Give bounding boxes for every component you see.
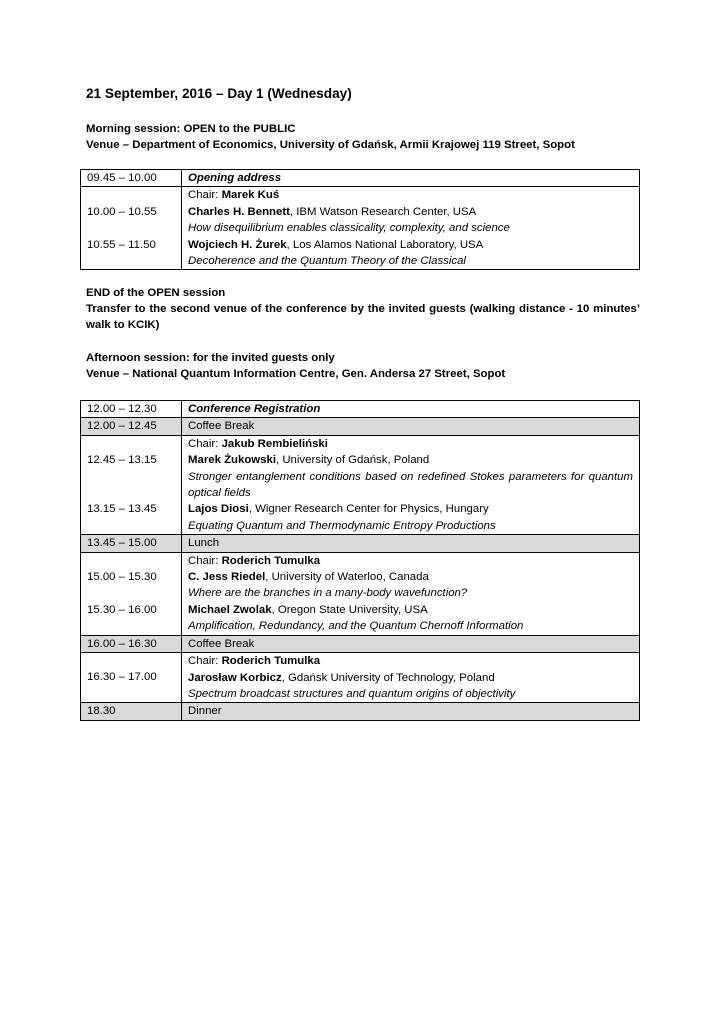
event-title: Lunch (182, 535, 640, 552)
day-heading: 21 September, 2016 – Day 1 (Wednesday) (86, 86, 352, 101)
affiliation: , Wigner Research Center for Physics, Hungary (248, 503, 489, 516)
speaker-line (188, 501, 633, 517)
morning-session-label: Morning session: OPEN to the PUBLIC (86, 123, 296, 135)
talk-time: 10.00 – 10.55 (87, 205, 157, 218)
table-row (81, 187, 640, 270)
time-cell (81, 653, 182, 703)
talk-title: Decoherence and the Quantum Theory of the Classical (188, 255, 466, 268)
table-row (81, 653, 640, 703)
event-title: Opening address (182, 170, 640, 187)
talk-block (182, 435, 640, 534)
talk-title: Stronger entanglement conditions based on redefined Stokes parameters for quantum optical fields (188, 470, 633, 500)
table-row (81, 703, 640, 720)
speaker-line (188, 670, 633, 686)
chair-name: Roderich Tumulka (221, 554, 321, 567)
end-open-session: END of the OPEN session (86, 287, 226, 299)
event-title: Coffee Break (182, 418, 640, 435)
speaker-line (188, 569, 633, 585)
morning-header (86, 121, 640, 153)
table-row (81, 535, 640, 552)
time-cell: 09.45 – 10.00 (81, 170, 182, 187)
talk-title: Where are the branches in a many-body wavefunction? (188, 587, 468, 600)
talk-time: 16.30 – 17.00 (87, 671, 157, 684)
time-cell (81, 552, 182, 635)
affiliation: , Gdańsk University of Technology, Poland (281, 671, 495, 684)
afternoon-schedule-table (80, 400, 640, 721)
affiliation: , University of Waterloo, Canada (265, 571, 429, 584)
table-row (81, 401, 640, 418)
chair-name: Jakub Rembieliński (221, 437, 328, 450)
speaker-name: Marek Żukowski (188, 454, 276, 467)
affiliation: , Los Alamos National Laboratory, USA (286, 238, 484, 251)
speaker-name: Michael Zwolak (188, 603, 272, 616)
speaker-name: Jarosław Korbicz (188, 671, 282, 684)
affiliation: , IBM Watson Research Center, USA (289, 205, 477, 218)
speaker-line (188, 204, 633, 220)
talk-block (182, 187, 640, 270)
affiliation: , University of Gdańsk, Poland (276, 454, 430, 467)
time-cell: 13.45 – 15.00 (81, 535, 182, 552)
chair-line: Chair: Roderich Tumulka (188, 655, 321, 668)
speaker-line (188, 452, 633, 468)
speaker-line (188, 602, 633, 618)
speaker-line (188, 237, 633, 253)
morning-schedule-table (80, 169, 640, 270)
speaker-name: Lajos Diosi (188, 503, 249, 516)
talk-block (182, 552, 640, 635)
chair-line: Chair: Jakub Rembieliński (188, 437, 328, 450)
time-cell: 12.00 – 12.45 (81, 418, 182, 435)
affiliation: , Oregon State University, USA (271, 603, 428, 616)
event-title: Coffee Break (182, 635, 640, 652)
event-title: Dinner (182, 703, 640, 720)
morning-venue: Venue – Department of Economics, University of Gdańsk, Armii Krajowej 119 Street, Sopot (86, 139, 575, 152)
afternoon-session-label: Afternoon session: for the invited guests only (86, 352, 335, 364)
talk-time: 15.00 – 15.30 (87, 571, 157, 584)
talk-title: Amplification, Redundancy, and the Quantum Chernoff Information (188, 620, 524, 633)
talk-title: Equating Quantum and Thermodynamic Entropy Productions (188, 519, 496, 532)
transfer-text: Transfer to the second venue of the conference by the invited guests (walking distance - 10 minutes’ walk to KCIK) (86, 303, 640, 332)
speaker-name: Charles H. Bennett (188, 205, 290, 218)
talk-block (182, 653, 640, 703)
speaker-name: C. Jess Riedel (188, 571, 266, 584)
talk-title: How disequilibrium enables classicality, complexity, and science (188, 222, 510, 235)
time-cell (81, 435, 182, 534)
event-title: Conference Registration (182, 401, 640, 418)
table-row (81, 552, 640, 635)
talk-time: 10.55 – 11.50 (87, 238, 156, 251)
time-cell: 16.00 – 16.30 (81, 635, 182, 652)
table-row (81, 635, 640, 652)
table-row (81, 435, 640, 534)
afternoon-header (86, 350, 640, 382)
time-cell: 18.30 (81, 703, 182, 720)
table-row (81, 170, 640, 187)
talk-time: 13.15 – 13.45 (87, 503, 157, 516)
time-cell (81, 187, 182, 270)
talk-title: Spectrum broadcast structures and quantum origins of objectivity (188, 687, 516, 700)
afternoon-venue: Venue – National Quantum Information Centre, Gen. Andersa 27 Street, Sopot (86, 368, 506, 381)
chair-name: Roderich Tumulka (221, 655, 321, 668)
chair-line: Chair: Marek Kuś (188, 189, 280, 202)
time-cell: 12.00 – 12.30 (81, 401, 182, 418)
chair-name: Marek Kuś (221, 189, 280, 202)
transfer-note (86, 285, 640, 334)
chair-line: Chair: Roderich Tumulka (188, 554, 321, 567)
table-row (81, 418, 640, 435)
talk-time: 12.45 – 13.15 (87, 454, 157, 467)
talk-time: 15.30 – 16.00 (87, 603, 157, 616)
speaker-name: Wojciech H. Żurek (188, 238, 287, 251)
